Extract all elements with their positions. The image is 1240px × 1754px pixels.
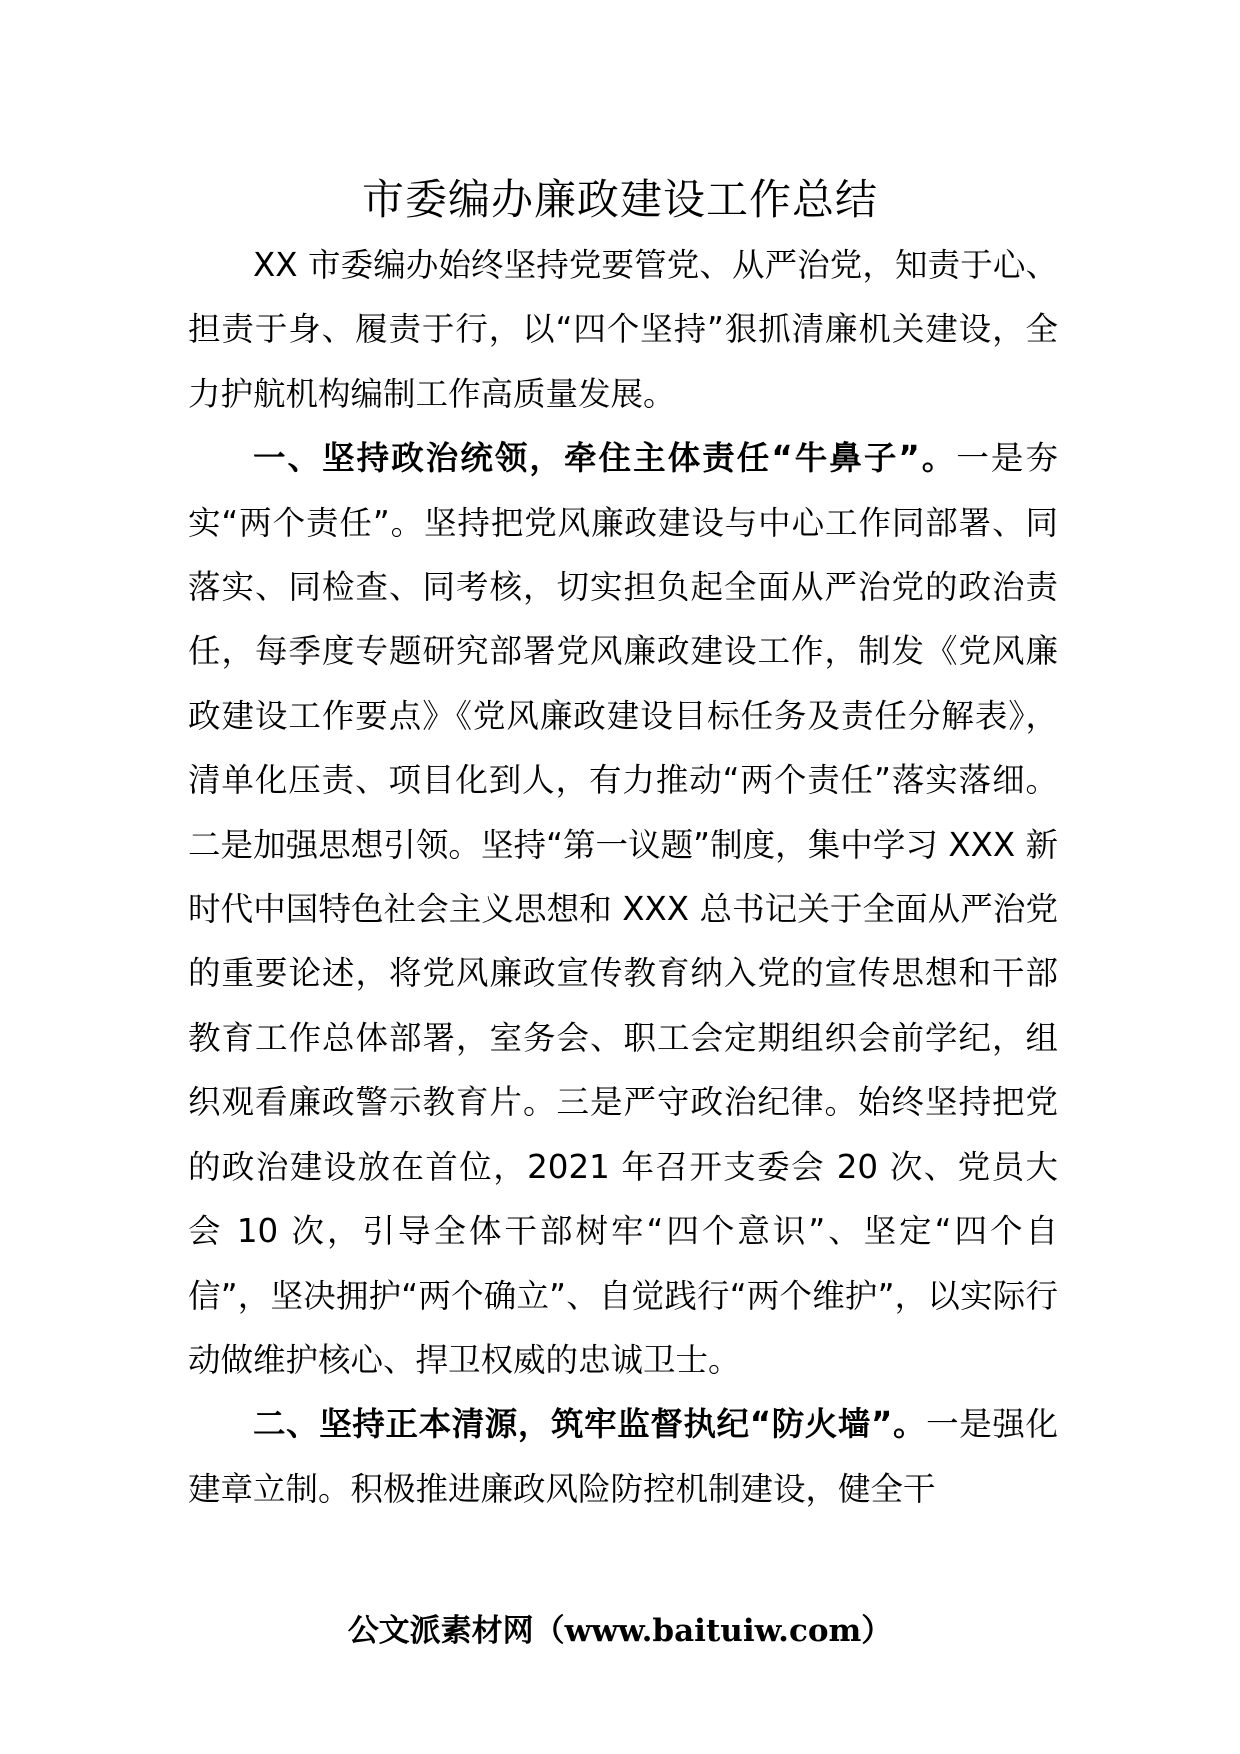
document-body [188, 233, 1058, 1521]
paragraph-section-2 [188, 1392, 1058, 1521]
paragraph-section-1 [188, 426, 1058, 1392]
paragraph-intro [188, 233, 1058, 426]
paragraph-text: 一是夯实“两个责任”。坚持把党风廉政建设与中心工作同部署、同落实、同检查、同考核，切实担负起全面从严治党的政治责任，每季度专题研究部署党风廉政建设工作，制发《党风廉政建设工作要点》《党风廉政建设目标任务及责任分解表》，清单化压责、项目化到人，有力推动“两个责任”落实落细。二是加强思想引领。坚持“第一议题”制度，集中学习 XXX 新时代中国特色社会主义思想和 XXX 总书记关于全面从严治党的重要论述，将党风廉政宣传教育纳入党的宣传思想和干部教育工作总体部署，室务会、职工会定期组织会前学纪，组织观看廉政警示教育片。三是严守政治纪律。始终坚持把党的政治建设放在首位，2021 年召开支委会 20 次、党员大会 10 次，引导全体干部树牢“四个意识”、坚定“四个自信”，坚决拥护“两个确立”、自觉践行“两个维护”，以实际行动做维护核心、捍卫权威的忠诚卫士。 [188, 439, 1058, 1379]
paragraph-text: 一是强化建章立制。积极推进廉政风险防控机制建设，健全干 [188, 1405, 1058, 1508]
paragraph-text: XX 市委编办始终坚持党要管党、从严治党，知责于心、担责于身、履责于行，以“四个坚持”狠抓清廉机关建设，全力护航机构编制工作高质量发展。 [188, 246, 1058, 413]
footer-source: 公文派素材网（www.baituiw.com） [347, 1613, 893, 1649]
section-heading: 二、坚持正本清源，筑牢监督执纪“防火墙”。 [253, 1405, 927, 1444]
section-heading: 一、坚持政治统领，牵住主体责任“牛鼻子”。 [253, 439, 957, 478]
document-title: 市委编办廉政建设工作总结 [361, 175, 878, 224]
